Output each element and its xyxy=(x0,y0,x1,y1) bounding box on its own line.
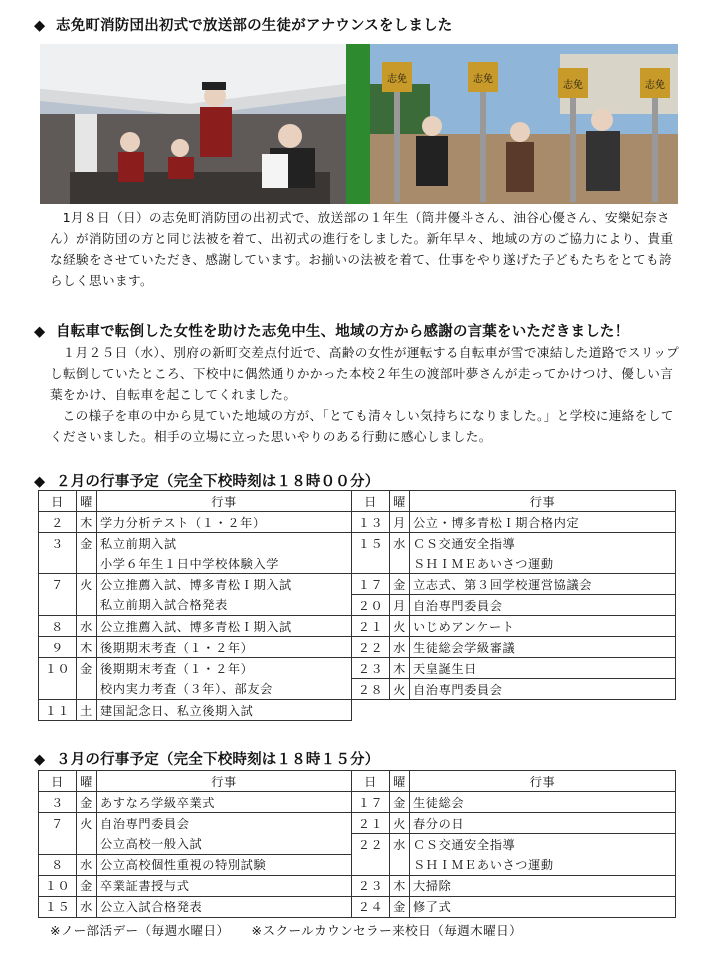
bullet-diamond: ◆ xyxy=(34,474,46,490)
bullet-diamond: ◆ xyxy=(34,324,46,340)
mar-table-body xyxy=(39,792,676,918)
day-cell: ８ xyxy=(39,616,77,637)
event-cell: 公立推薦入試、博多青松Ｉ期入試 xyxy=(97,574,352,595)
day-cell xyxy=(352,553,390,574)
mar-schedule-heading xyxy=(34,748,379,769)
event-cell: ＳＨＩＭＥあいさつ運動 xyxy=(410,553,676,574)
heading-text: 自転車で転倒した女性を助けた志免中生、地域の方から感謝の言葉をいただきました！ xyxy=(56,324,630,340)
event-cell: ＣＳ交通安全指導 xyxy=(410,533,676,554)
event-cell: 小学６年生１日中学校体験入学 xyxy=(97,553,352,574)
event-cell: 修了式 xyxy=(410,896,676,917)
weekday-cell xyxy=(390,553,410,574)
event-cell: 春分の日 xyxy=(410,813,676,834)
weekday-cell: 火 xyxy=(390,679,410,700)
feb-schedule-table xyxy=(38,490,676,721)
event-cell: 立志式、第３回学校運営協議会 xyxy=(410,574,676,595)
day-cell: ２１ xyxy=(352,616,390,637)
day-cell xyxy=(39,595,77,616)
weekday-cell: 金 xyxy=(77,533,97,554)
event-cell: 建国記念日、私立後期入試 xyxy=(97,700,352,721)
section1-text: 1月８日（日）の志免町消防団の出初式で、放送部の１年生（筒井優斗さん、油谷心優さん、安樂妃奈さん）が消防団の方と同じ法被を着て、出初式の進行をしました。新年早々、地域の方のご協力により、貴重な経験をさせていただき、感謝しています。お揃いの法被を着て、仕事をやり遂げた子どもたちをとても誇らしく思います。 xyxy=(50,210,674,288)
weekday-cell: 木 xyxy=(390,658,410,679)
weekday-cell: 水 xyxy=(77,854,97,875)
table-row xyxy=(39,679,676,700)
day-cell: １１ xyxy=(39,700,77,721)
table-row xyxy=(39,792,676,813)
event-cell: 大掃除 xyxy=(410,875,676,896)
day-cell: ２０ xyxy=(352,595,390,616)
day-cell xyxy=(352,854,390,875)
day-cell: ２３ xyxy=(352,875,390,896)
event-cell: 公立推薦入試、博多青松Ｉ期入試 xyxy=(97,616,352,637)
event-cell: 公立・博多青松Ｉ期合格内定 xyxy=(410,512,676,533)
lantern-text-1: 志免 xyxy=(387,74,407,85)
photo-announcement-tent xyxy=(40,44,346,204)
event-cell: ＳＨＩＭＥあいさつ運動 xyxy=(410,854,676,875)
table-row xyxy=(39,574,676,595)
header-day: 日 xyxy=(39,771,77,792)
weekday-cell: 火 xyxy=(390,813,410,834)
weekday-cell: 金 xyxy=(390,896,410,917)
event-cell: あすなろ学級卒業式 xyxy=(97,792,352,813)
event-cell: ＣＳ交通安全指導 xyxy=(410,834,676,855)
weekday-cell: 木 xyxy=(77,637,97,658)
weekday-cell xyxy=(77,553,97,574)
event-cell: 卒業証書授与式 xyxy=(97,875,352,896)
weekday-cell: 金 xyxy=(390,574,410,595)
section2-text-2: この様子を車の中から見ていた地域の方が、「とても清々しい気持ちになりました。」と学校に連絡をしてくださいました。相手の立場に立った思いやりのある行動に感心しました。 xyxy=(50,408,674,444)
event-cell: 自治専門委員会 xyxy=(410,679,676,700)
header-event: 行事 xyxy=(410,771,676,792)
weekday-cell: 水 xyxy=(390,637,410,658)
day-cell: １３ xyxy=(352,512,390,533)
day-cell: ２３ xyxy=(352,658,390,679)
day-cell: ２８ xyxy=(352,679,390,700)
weekday-cell: 月 xyxy=(390,512,410,533)
weekday-cell xyxy=(77,834,97,855)
heading-text: ３月の行事予定（完全下校時刻は１８時１５分） xyxy=(56,752,380,768)
weekday-cell: 水 xyxy=(390,533,410,554)
table-header-row xyxy=(39,491,676,512)
event-cell: いじめアンケート xyxy=(410,616,676,637)
event-cell: 自治専門委員会 xyxy=(97,813,352,834)
header-day: 日 xyxy=(39,491,77,512)
photo-students-lanterns xyxy=(370,44,678,204)
day-cell: ７ xyxy=(39,813,77,834)
event-cell: 私立前期入試 xyxy=(97,533,352,554)
table-row xyxy=(39,553,676,574)
weekday-cell: 金 xyxy=(77,875,97,896)
header-day: 日 xyxy=(352,771,390,792)
table-row xyxy=(39,700,676,721)
weekday-cell: 金 xyxy=(77,658,97,679)
day-cell: １７ xyxy=(352,792,390,813)
weekday-cell: 木 xyxy=(77,512,97,533)
header-weekday: 曜 xyxy=(390,771,410,792)
weekday-cell: 金 xyxy=(390,792,410,813)
event-cell: 自治専門委員会 xyxy=(410,595,676,616)
heading-text: 志免町消防団出初式で放送部の生徒がアナウンスをしました xyxy=(56,18,453,34)
bullet-diamond: ◆ xyxy=(34,752,46,768)
day-cell: ２１ xyxy=(352,813,390,834)
event-cell: 私立前期入試合格発表 xyxy=(97,595,352,616)
day-cell: １５ xyxy=(352,533,390,554)
empty-cell xyxy=(352,700,676,721)
lantern-text-3: 志免 xyxy=(563,80,583,91)
day-cell: ３ xyxy=(39,533,77,554)
weekday-cell: 水 xyxy=(77,896,97,917)
section2-paragraph xyxy=(50,342,680,447)
section1-paragraph xyxy=(50,207,680,291)
event-cell: 生徒総会学級審議 xyxy=(410,637,676,658)
header-day: 日 xyxy=(352,491,390,512)
photo-divider xyxy=(346,44,370,204)
weekday-cell: 水 xyxy=(77,616,97,637)
day-cell: １０ xyxy=(39,875,77,896)
footnote-no-club-day: ※ノー部活デー（毎週水曜日） xyxy=(50,923,230,938)
bullet-diamond: ◆ xyxy=(34,18,46,34)
header-event: 行事 xyxy=(97,771,352,792)
weekday-cell xyxy=(77,595,97,616)
weekday-cell: 土 xyxy=(77,700,97,721)
section2-text-1: １月２５日（水）、別府の新町交差点付近で、高齢の女性が運転する自転車が雪で凍結した道路でスリップし転倒していたところ、下校中に偶然通りかかった本校２年生の渡部叶夢さんが走ってかけつけ、優しい言葉をかけ、自転車を起こしてくれました。 xyxy=(50,345,680,402)
photo-lanterns-illustration xyxy=(370,44,678,204)
section-heading-bicycle xyxy=(34,320,629,341)
weekday-cell: 火 xyxy=(77,574,97,595)
header-event: 行事 xyxy=(410,491,676,512)
event-cell: 生徒総会 xyxy=(410,792,676,813)
weekday-cell: 月 xyxy=(390,595,410,616)
weekday-cell xyxy=(77,679,97,700)
photo-tent-illustration xyxy=(40,44,346,204)
weekday-cell: 金 xyxy=(77,792,97,813)
feb-schedule-heading xyxy=(34,470,379,491)
table-row xyxy=(39,854,676,875)
table-row xyxy=(39,658,676,679)
day-cell: ２２ xyxy=(352,637,390,658)
weekday-cell: 火 xyxy=(77,813,97,834)
weekday-cell: 火 xyxy=(390,616,410,637)
table-row xyxy=(39,512,676,533)
table-row xyxy=(39,595,676,616)
table-row xyxy=(39,813,676,834)
table-row xyxy=(39,616,676,637)
event-cell: 学力分析テスト（１・２年） xyxy=(97,512,352,533)
day-cell: ９ xyxy=(39,637,77,658)
event-cell: 公立高校一般入試 xyxy=(97,834,352,855)
event-cell: 天皇誕生日 xyxy=(410,658,676,679)
day-cell xyxy=(39,834,77,855)
header-weekday: 曜 xyxy=(77,491,97,512)
header-weekday: 曜 xyxy=(390,491,410,512)
header-event: 行事 xyxy=(97,491,352,512)
day-cell xyxy=(39,553,77,574)
day-cell: ７ xyxy=(39,574,77,595)
mar-schedule-table xyxy=(38,770,676,918)
table-row xyxy=(39,875,676,896)
lantern-text-2: 志免 xyxy=(473,74,493,85)
event-cell: 後期期末考査（１・２年） xyxy=(97,637,352,658)
event-cell: 公立高校個性重視の特別試験 xyxy=(97,854,352,875)
event-cell: 公立入試合格発表 xyxy=(97,896,352,917)
header-weekday: 曜 xyxy=(77,771,97,792)
weekday-cell: 木 xyxy=(390,875,410,896)
day-cell: ２ xyxy=(39,512,77,533)
day-cell: ２２ xyxy=(352,834,390,855)
heading-text: ２月の行事予定（完全下校時刻は１８時００分） xyxy=(56,474,380,490)
weekday-cell: 水 xyxy=(390,834,410,855)
day-cell: １７ xyxy=(352,574,390,595)
table-header-row xyxy=(39,771,676,792)
day-cell: １５ xyxy=(39,896,77,917)
footnote-counselor-day: ※スクールカウンセラー来校日（毎週木曜日） xyxy=(251,923,523,938)
footnotes xyxy=(50,920,544,939)
table-row xyxy=(39,533,676,554)
day-cell xyxy=(39,679,77,700)
day-cell: ３ xyxy=(39,792,77,813)
table-row xyxy=(39,896,676,917)
day-cell: ２４ xyxy=(352,896,390,917)
day-cell: １０ xyxy=(39,658,77,679)
table-row xyxy=(39,834,676,855)
feb-table-body xyxy=(39,512,676,721)
day-cell: ８ xyxy=(39,854,77,875)
event-cell: 後期期末考査（１・２年） xyxy=(97,658,352,679)
table-row xyxy=(39,637,676,658)
event-cell: 校内実力考査（３年）、部友会 xyxy=(97,679,352,700)
lantern-text-4: 志免 xyxy=(645,80,665,91)
weekday-cell xyxy=(390,854,410,875)
section-heading-dezome xyxy=(34,14,452,35)
